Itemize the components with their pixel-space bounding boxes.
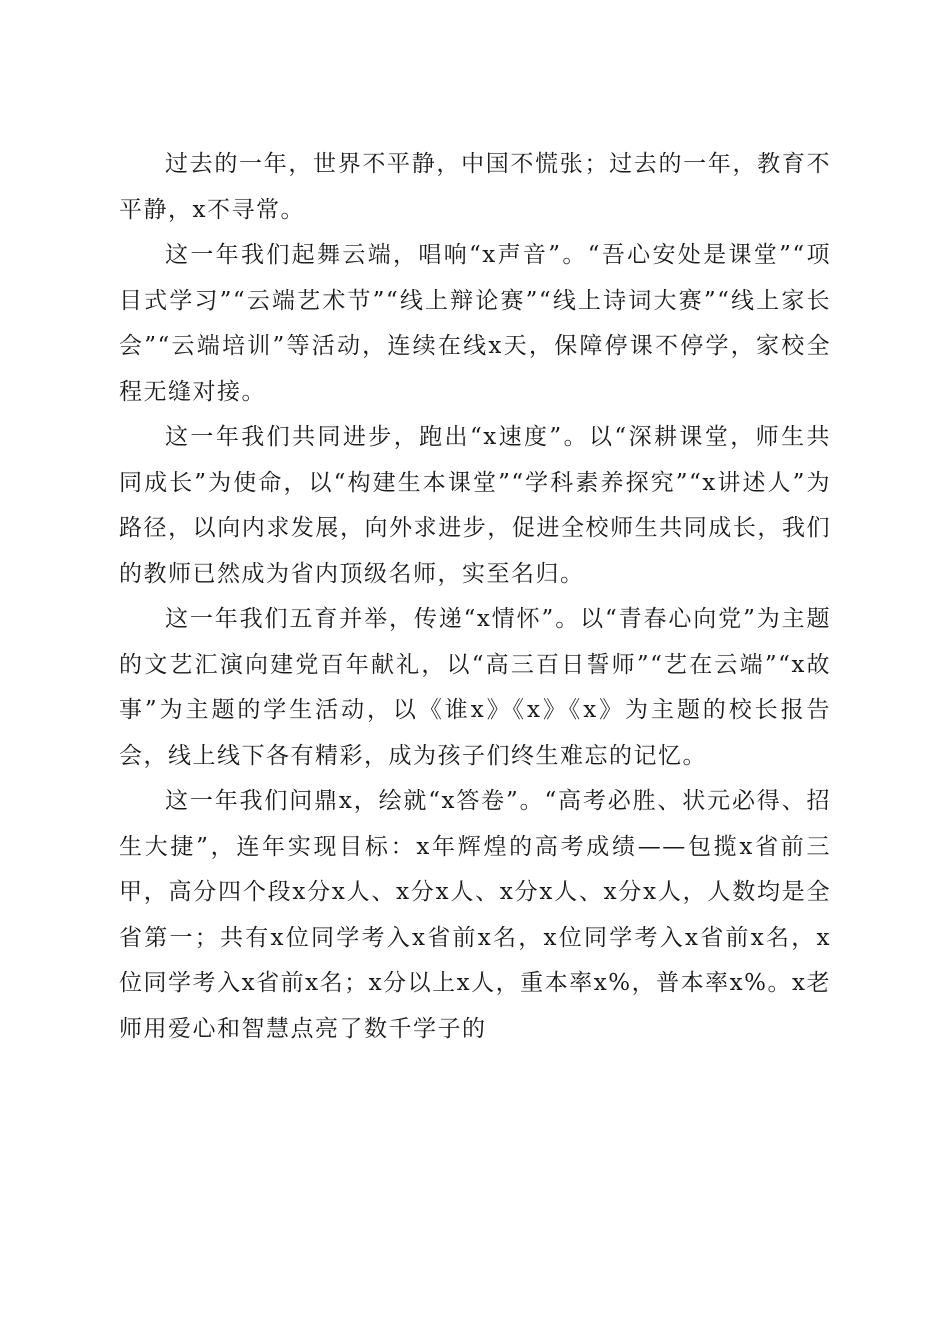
paragraph-4: 这一年我们五育并举，传递“x情怀”。以“青春心向党”为主题的文艺汇演向建党百年献礼，以“高三百日誓师”“艺在云端”“x故事”为主题的学生活动，以《谁x》《x》《x》为主题的校长报告会，线上线下各有精彩，成为孩子们终生难忘的记忆。 [119,606,831,769]
paragraph-5: 这一年我们问鼎x，绘就“x答卷”。“高考必胜、状元必得、招生大捷”，连年实现目标：x年辉煌的高考成绩——包揽x省前三甲，高分四个段x分x人、x分x人、x分x人、x分x人，人数均是全省第一；共有x位同学考入x省前x名，x位同学考入x省前x名，x位同学考入x省前x名；x分以上x人，重本率x%，普本率x%。x老师用爱心和智慧点亮了数千学子的 [119,788,831,1042]
paragraph-1: 过去的一年，世界不平静，中国不慌张；过去的一年，教育不平静，x不寻常。 [119,151,831,223]
paragraph-3: 这一年我们共同进步，跑出“x速度”。以“深耕课堂，师生共同成长”为使命，以“构建生本课堂”“学科素养探究”“x讲述人”为路径，以向内求发展，向外求进步，促进全校师生共同成长，我们的教师已然成为省内顶级名师，实至名归。 [119,424,831,587]
document-body [119,142,831,1052]
paragraph-2: 这一年我们起舞云端，唱响“x声音”。“吾心安处是课堂”“项目式学习”“云端艺术节”“线上辩论赛”“线上诗词大赛”“线上家长会”“云端培训”等活动，连续在线x天，保障停课不停学，家校全程无缝对接。 [119,242,831,405]
